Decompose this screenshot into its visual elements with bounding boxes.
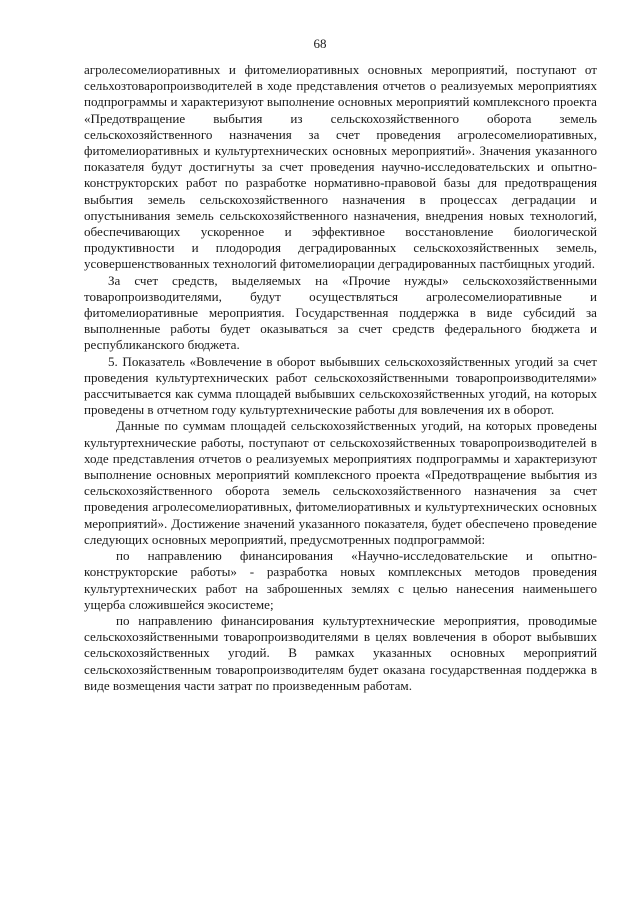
document-body [84,62,597,694]
page-number: 68 [313,36,327,51]
paragraph-cultural-technical-direction: по направлению финансирования культуртехнические мероприятия, проводимые сельскохозяйственными товаропроизводителями в целях вовлечения в оборот выбывших сельскохозяйственных угодий. В рамках указанных основных мероприятий сельскохозяйственным товаропроизводителям будет оказана государственная поддержка в виде возмещения части затрат по произведенным работам. [84,612,597,693]
paragraph-indicator-data: Данные по суммам площадей сельскохозяйственных угодий, на которых проведены культуртехнические работы, поступают от сельскохозяйственных товаропроизводителей в ходе представления отчетов о реализуемых мероприятиях подпрограммы и характеризуют выполнение основных мероприятий комплексного проекта «Предотвращение выбытия из сельскохозяйственного оборота земель сельскохозяйственного назначения за счет проведения агролесомелиоративных, фитомелиоративных и культуртехнических основных мероприятий». Достижение значений указанного показателя, будет обеспечено проведение следующих основных мероприятий, предусмотренных подпрограммой: [84,418,597,547]
paragraph-research-direction: по направлению финансирования «Научно-исследовательские и опытно-конструкторские работы» - разработка новых комплексных методов проведения культуртехнических работ на заброшенных землях с целью нанесения наименьшего ущерба сложившейся экосистеме; [84,548,597,612]
paragraph-indicator-5: 5. Показатель «Вовлечение в оборот выбывших сельскохозяйственных угодий за счет проведения культуртехнических работ сельскохозяйственными товаропроизводителями» рассчитывается как сумма площадей выбывших сельскохозяйственных угодий, на которых проведены в отчетном году культуртехнические работы для вовлечения их в оборот. [84,353,597,418]
paragraph-continuation: агролесомелиоративных и фитомелиоративных основных мероприятий, поступают от сельхозтоваропроизводителей в ходе представления отчетов о реализуемых мероприятиях подпрограммы и характеризуют выполнение основных мероприятий комплексного проекта «Предотвращение выбытия из сельскохозяйственного оборота земель сельскохозяйственного назначения за счет проведения агролесомелиоративных, фитомелиоративных и культуртехнических основных мероприятий». Значения указанного показателя будут достигнуты за счет проведения научно-исследовательских и опытно-конструкторских работ по разработке нормативно-правовой базы для предотвращения выбытия земель сельскохозяйственного назначения в процессах деградации и опустынивания земель сельскохозяйственного назначения, внедрения новых технологий, обеспечивающих ускоренное и эффективное восстановление биологической продуктивности и плодородия деградированных сельскохозяйственных земель, усовершенствованных технологий фитомелиорации деградированных пастбищных угодий. [84,62,597,272]
paragraph-other-needs: За счет средств, выделяемых на «Прочие нужды» сельскохозяйственными товаропроизводителями, будут осуществляться агролесомелиоративные и фитомелиоративные мероприятия. Государственная поддержка в виде субсидий за выполненные работы будет оказываться за счет средств федерального бюджета и республиканского бюджета. [84,272,597,353]
